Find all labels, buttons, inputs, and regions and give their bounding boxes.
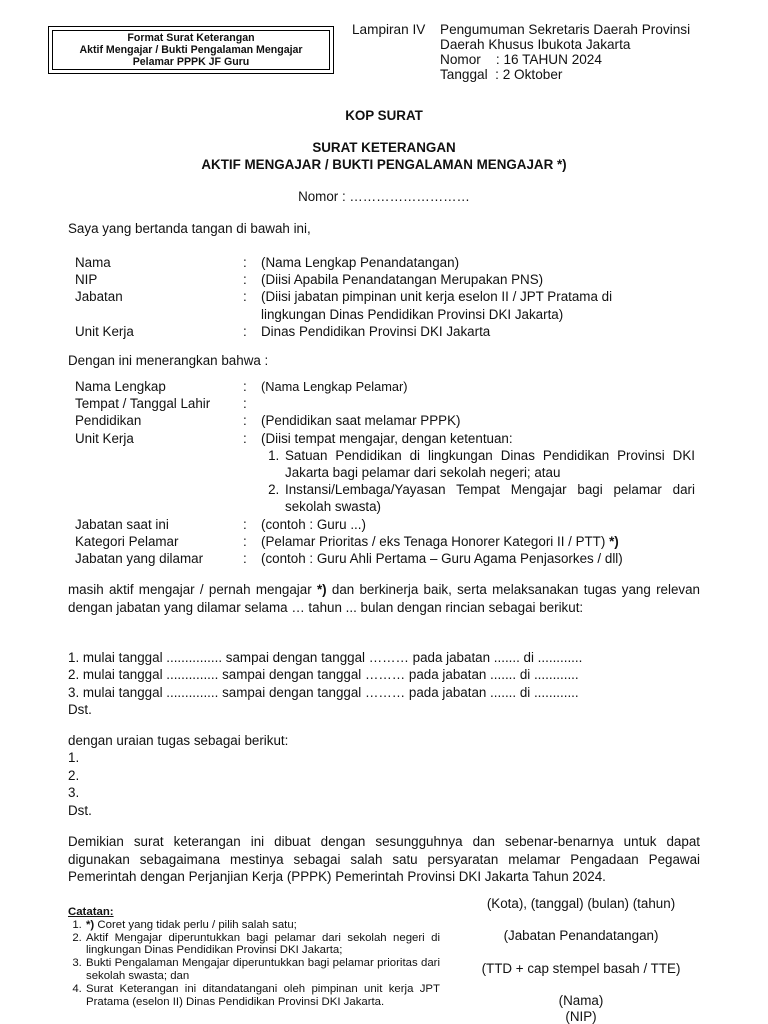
applicant-jabatan-row <box>75 516 705 533</box>
catatan-notes <box>68 906 440 1008</box>
format-box-line-2: Aktif Mengajar / Bukti Pengalaman Mengajar <box>79 44 303 56</box>
field-value <box>261 395 705 412</box>
format-box-line-3: Pelamar PPPK JF Guru <box>132 56 250 68</box>
field-value <box>261 533 705 550</box>
period-list <box>68 649 582 719</box>
field-colon: : <box>243 430 247 446</box>
list-item: 1. Satuan Pendidikan di lingkungan Dinas Pendidikan Provinsi DKI Jakarta bagi pelamar dari sekolah negeri; atau <box>283 447 695 481</box>
signature-seal: (TTD + cap stempel basah / TTE) <box>481 961 681 976</box>
field-colon: : <box>243 289 247 305</box>
lampiran-label: Lampiran IV <box>352 22 426 37</box>
field-value-line-2: lingkungan Dinas Pendidikan Provinsi DKI Jakarta) <box>261 306 564 322</box>
field-label: Nama <box>75 255 111 270</box>
field-value: (Nama Lengkap Pelamar) <box>261 379 408 394</box>
signer-unit-row <box>75 323 705 340</box>
field-value <box>261 288 705 322</box>
field-label: Kategori Pelamar <box>75 533 179 549</box>
list-item: 2. mulai tanggal .............. sampai dengan tanggal ……… pada jabatan ....... di ............ <box>68 667 579 683</box>
field-label: Jabatan yang dilamar <box>75 551 204 567</box>
menerangkan-text: Dengan ini menerangkan bahwa : <box>68 353 269 368</box>
lampiran-block <box>352 22 690 82</box>
note-text: Coret yang tidak perlu / pilih salah satu; <box>94 918 297 931</box>
field-value: (Pendidikan saat melamar PPPK) <box>261 413 461 429</box>
list-item: 1. <box>68 750 80 766</box>
applicant-fields <box>75 378 705 567</box>
intro-text: Saya yang bertanda tangan di bawah ini, <box>68 221 311 236</box>
format-box-inner <box>52 30 330 70</box>
lampiran-tanggal: Tanggal : 2 Oktober <box>440 67 563 82</box>
list-item: 2. Instansi/Lembaga/Yayasan Tempat Mengajar bagi pelamar dari sekolah swasta) <box>283 481 695 515</box>
field-colon: : <box>243 379 247 394</box>
field-value <box>261 430 705 516</box>
field-colon: : <box>243 533 247 549</box>
closing-paragraph: Demikian surat keterangan ini dibuat dengan sesungguhnya dan sebenar-benarnya untuk dapat digunakan sebagaimana mestinya sebagai salah satu persyaratan melamar Pengadaan Pegawai Pemerintah dengan Perjanjian Kerja (PPPK) Pemerintah Provinsi DKI Jakarta Tahun 2024. <box>68 834 700 885</box>
list-item-dst: Dst. <box>68 702 92 718</box>
paragraph-text: dan berkinerja baik, serta melaksanakan tugas yang relevan dengan jabatan yang dilamar selama … tahun ... bulan dengan rincian sebagai berikut: <box>68 582 700 615</box>
document-number: Nomor : ……………………… <box>298 189 470 204</box>
applicant-nama-row <box>75 378 705 395</box>
list-item: 1. mulai tanggal ............... sampai dengan tanggal ……… pada jabatan ....... di ............ <box>68 650 583 665</box>
field-label: Nama Lengkap <box>75 379 166 394</box>
list-item: 3. mulai tanggal .............. sampai dengan tanggal ……… pada jabatan ....... di ............ <box>68 684 579 700</box>
document-title <box>0 139 768 173</box>
field-colon: : <box>243 551 247 567</box>
document-title-line-2: AKTIF MENGAJAR / BUKTI PENGALAMAN MENGAJAR *) <box>201 157 567 172</box>
list-item: 3. <box>68 785 80 801</box>
field-colon: : <box>243 255 247 270</box>
field-value: (Nama Lengkap Penandatangan) <box>261 255 460 270</box>
signature-position: (Jabatan Penandatangan) <box>503 928 659 943</box>
field-label: Pendidikan <box>75 413 142 429</box>
asterisk-mark: *) <box>86 918 95 931</box>
applicant-unit-row <box>75 430 705 516</box>
field-colon: : <box>243 516 247 532</box>
asterisk-mark: *) <box>316 582 327 597</box>
field-value: (contoh : Guru Ahli Pertama – Guru Agama Penjasorkes / dll) <box>261 551 623 567</box>
field-value: Dinas Pendidikan Provinsi DKI Jakarta <box>261 323 491 339</box>
unit-conditions-list <box>261 447 705 516</box>
list-item-dst: Dst. <box>68 802 92 818</box>
list-item: 2. Aktif Mengajar diperuntukkan bagi pelamar dari sekolah negeri di lingkungan Dinas Pendidikan Provinsi DKI Jakarta; <box>85 932 440 958</box>
field-colon: : <box>243 323 247 339</box>
field-label: Unit Kerja <box>75 430 134 446</box>
aktif-paragraph <box>68 581 700 616</box>
field-colon: : <box>243 272 247 288</box>
applicant-dilamar-row <box>75 550 705 567</box>
field-value: (Diisi Apabila Penandatangan Merupakan PNS) <box>261 272 544 288</box>
field-value-line-1: (Diisi jabatan pimpinan unit kerja eselon II / JPT Pratama di <box>261 289 613 305</box>
asterisk-mark: *) <box>609 533 619 549</box>
field-label: Tempat / Tanggal Lahir <box>75 396 211 412</box>
signature-nip: (NIP) <box>565 1009 597 1024</box>
field-value-text: (Pelamar Prioritas / eks Tenaga Honorer Kategori II / PTT) <box>261 533 606 549</box>
paragraph-text: masih aktif mengajar / pernah mengajar <box>68 582 317 597</box>
field-colon: : <box>243 396 247 412</box>
kop-surat: KOP SURAT <box>345 108 423 123</box>
lampiran-line-2: Daerah Khusus Ibukota Jakarta <box>440 37 631 52</box>
field-label: NIP <box>75 272 98 288</box>
document-title-line-1: SURAT KETERANGAN <box>312 140 456 155</box>
signature-place-date: (Kota), (tanggal) (bulan) (tahun) <box>486 896 676 911</box>
signature-name: (Nama) <box>558 993 604 1008</box>
uraian-intro: dengan uraian tugas sebagai berikut: <box>68 733 289 748</box>
signer-nama-row <box>75 254 705 271</box>
lampiran-line-1: Pengumuman Sekretaris Daerah Provinsi <box>440 22 691 37</box>
field-label: Jabatan saat ini <box>75 516 169 532</box>
list-item: 3. Bukti Pengalaman Mengajar diperuntukkan bagi pelamar prioritas dari sekolah swasta; dan <box>85 957 440 983</box>
signer-nip-row <box>75 271 705 288</box>
list-item: 2. <box>68 767 80 783</box>
catatan-list <box>68 919 440 1009</box>
field-label: Jabatan <box>75 289 123 305</box>
field-colon: : <box>243 413 247 429</box>
uraian-list <box>68 732 288 819</box>
applicant-kategori-row <box>75 533 705 550</box>
field-value: (contoh : Guru ...) <box>261 516 366 532</box>
signer-jabatan-row <box>75 288 705 322</box>
list-item: 4. Surat Keterangan ini ditandatangani oleh pimpinan unit kerja JPT Pratama (eselon II) Dinas Pendidikan Provinsi DKI Jakarta. <box>85 983 440 1009</box>
applicant-ttl-row <box>75 395 705 412</box>
catatan-title: Catatan: <box>68 906 114 918</box>
lampiran-nomor: Nomor : 16 TAHUN 2024 <box>440 52 602 67</box>
format-box <box>48 26 334 74</box>
applicant-pendidikan-row <box>75 412 705 429</box>
format-box-line-1: Format Surat Keterangan <box>127 32 255 44</box>
field-value-line: (Diisi tempat mengajar, dengan ketentuan: <box>261 430 513 446</box>
list-item <box>85 919 440 932</box>
signer-fields <box>75 254 705 340</box>
field-label: Unit Kerja <box>75 323 134 339</box>
